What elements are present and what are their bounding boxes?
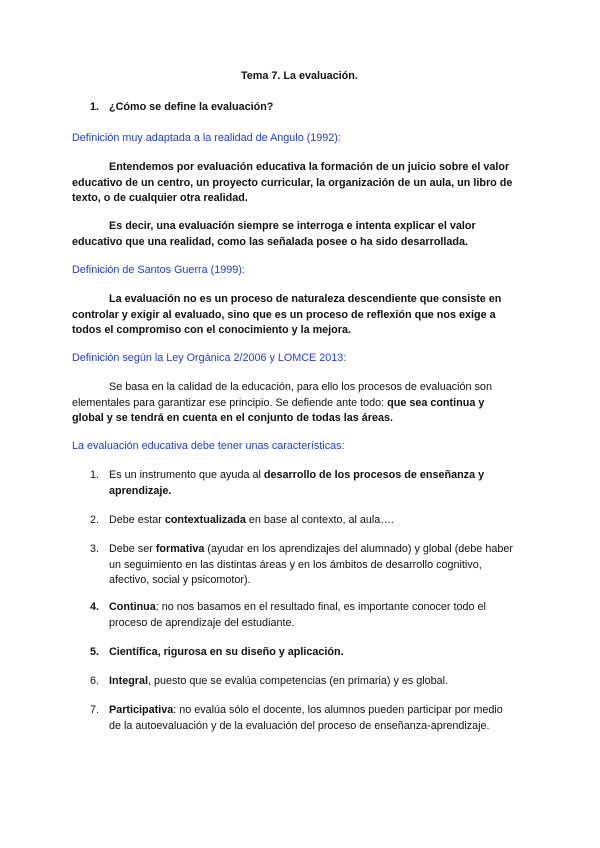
definition-santos-guerra-heading: Definición de Santos Guerra (1999): bbox=[72, 264, 245, 276]
list-item-emphasis: Científica, rigurosa en su diseño y aplicación. bbox=[109, 646, 344, 658]
list-item-line: proceso de aprendizaje del estudiante. bbox=[109, 616, 295, 629]
list-item bbox=[109, 703, 503, 734]
list-item-emphasis: desarrollo de los procesos de enseñanza y bbox=[263, 469, 485, 481]
list-item-number: 7. bbox=[90, 704, 100, 716]
definition-ley-heading: Definición según la Ley Orgánica 2/2006 y LOMCE 2013: bbox=[72, 352, 347, 364]
list-item-emphasis: contextualizada bbox=[164, 514, 246, 526]
paragraph-line: todos el compromiso con el conocimiento y la mejora. bbox=[72, 324, 351, 336]
definition-angulo-paragraph-2 bbox=[72, 219, 476, 250]
list-item bbox=[109, 600, 486, 631]
list-item-number: 4. bbox=[90, 601, 100, 613]
list-item bbox=[109, 542, 513, 589]
paragraph-text: elementales para garantizar ese principio. Se defiende ante todo: bbox=[72, 396, 388, 409]
definition-angulo-paragraph-1 bbox=[72, 160, 512, 207]
list-item-number: 2. bbox=[90, 514, 100, 526]
page-title: Tema 7. La evaluación. bbox=[241, 70, 358, 82]
list-item-text: (ayudar en los aprendizajes del alumnado) y global (debe haber bbox=[204, 543, 513, 555]
paragraph-line: La evaluación no es un proceso de naturaleza descendiente que consiste en bbox=[109, 293, 502, 305]
list-item-line: un seguimiento en las distintas áreas y en los ámbitos de desarrollo cognitivo, bbox=[109, 558, 482, 571]
list-item bbox=[109, 674, 448, 690]
list-item-emphasis: Participativa bbox=[109, 704, 174, 716]
list-item-emphasis: Continua bbox=[109, 601, 156, 613]
list-item-emphasis: Integral bbox=[109, 675, 148, 687]
list-item-line: de la autoevaluación y de la evaluación del proceso de enseñanza-aprendizaje. bbox=[109, 719, 490, 732]
paragraph-line: global y se tendrá en cuenta en el conjunto de todas las áreas. bbox=[72, 412, 394, 424]
list-item bbox=[109, 468, 484, 499]
characteristics-heading: La evaluación educativa debe tener unas características: bbox=[72, 440, 345, 452]
paragraph-line: Es decir, una evaluación siempre se interroga e intenta explicar el valor bbox=[109, 220, 476, 232]
list-item-text: Debe ser bbox=[109, 543, 156, 555]
question-text: ¿Cómo se define la evaluación? bbox=[109, 101, 274, 113]
definition-ley-paragraph bbox=[72, 380, 492, 427]
definition-santos-guerra-paragraph bbox=[72, 292, 501, 339]
list-item-line: aprendizaje. bbox=[109, 484, 172, 497]
paragraph-emphasis: que sea continua y bbox=[387, 396, 485, 409]
list-item-text: : no nos basamos en el resultado final, es importante conocer todo el bbox=[155, 601, 486, 613]
list-item-text: : no evalúa sólo el docente, los alumnos pueden participar por medio bbox=[173, 704, 503, 716]
list-item-text: Es un instrumento que ayuda al bbox=[109, 469, 264, 481]
list-item-text: , puesto que se evalúa competencias (en primaria) y es global. bbox=[148, 675, 449, 687]
list-item-line: afectivo, social y psicomotor). bbox=[109, 574, 251, 586]
paragraph-line: texto, o de cualquier otra realidad. bbox=[72, 192, 248, 204]
list-item-number: 1. bbox=[90, 469, 100, 481]
list-item-number: 5. bbox=[90, 646, 100, 658]
list-item-emphasis: formativa bbox=[155, 543, 205, 555]
list-item-text: en base al contexto, al aula…. bbox=[245, 514, 395, 526]
list-item bbox=[109, 645, 344, 661]
paragraph-line: controlar y exigir al evaluado, sino que es un proceso de reflexión que nos exige a bbox=[72, 308, 496, 321]
paragraph-line: Entendemos por evaluación educativa la formación de un juicio sobre el valor bbox=[109, 161, 510, 173]
question-number: 1. bbox=[90, 101, 100, 113]
paragraph-line: educativo de un centro, un proyecto curricular, la organización de un aula, un libro de bbox=[72, 176, 513, 189]
list-item-number: 6. bbox=[90, 675, 100, 687]
list-item-number: 3. bbox=[90, 543, 100, 555]
list-item bbox=[109, 513, 394, 529]
paragraph-line: educativo que una realidad, como las señalada posee o ha sido desarrollada. bbox=[72, 235, 469, 248]
paragraph-line: Se basa en la calidad de la educación, para ello los procesos de evaluación son bbox=[109, 381, 492, 393]
paragraph-line bbox=[72, 396, 492, 412]
definition-angulo-heading: Definición muy adaptada a la realidad de Angulo (1992): bbox=[72, 132, 341, 144]
list-item-text: Debe estar bbox=[109, 514, 165, 526]
